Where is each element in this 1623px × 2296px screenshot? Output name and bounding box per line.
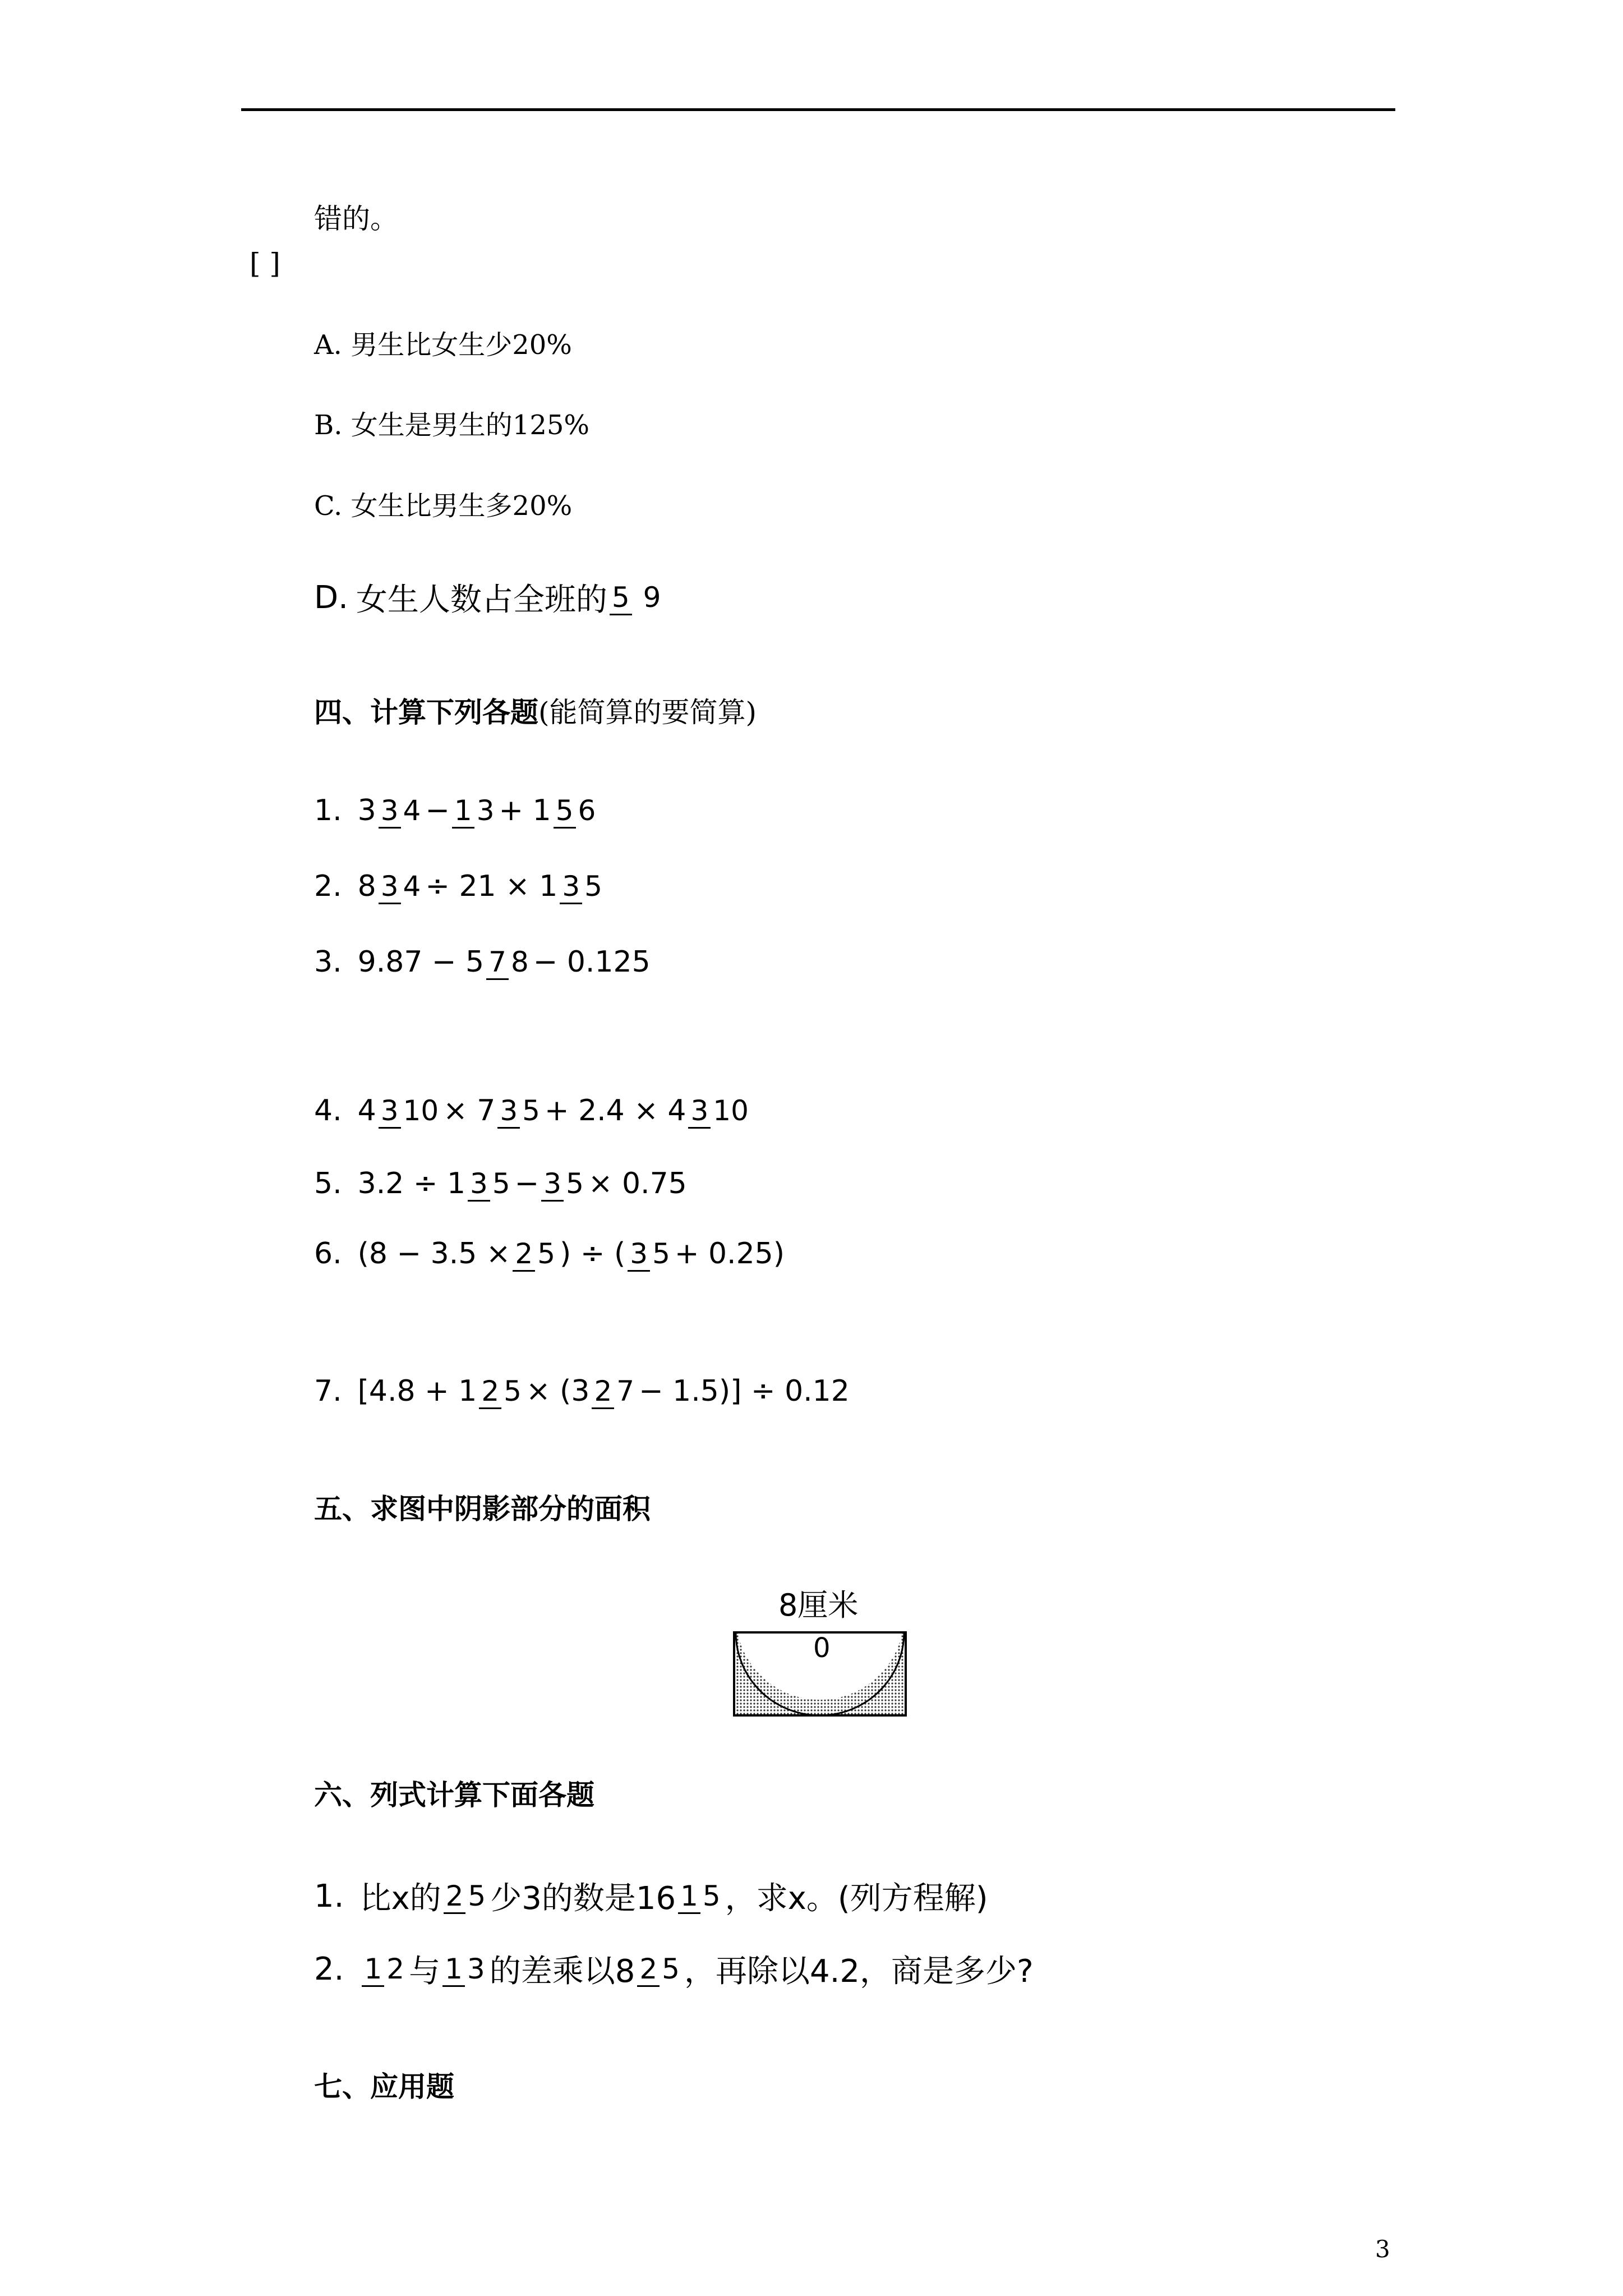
fraction: 3 5 [468, 1167, 513, 1200]
fraction: 1 3 [452, 794, 497, 827]
fraction: 2 5 [637, 1953, 682, 1985]
problem-1: 1. 3 3 4 − 1 3 + 1 5 6 [314, 794, 600, 827]
option-c-text: 女生比男生多20% [351, 490, 573, 522]
problem-3: 3. 9.87 − 5 7 8 − 0.125 [314, 945, 651, 979]
center-label: 0 [813, 1632, 831, 1664]
fraction: 5 6 [554, 794, 598, 827]
fraction: 1 3 [442, 1953, 487, 1985]
option-d [314, 575, 665, 620]
problem-5: 5. 3.2 ÷ 1 3 5 − 3 5 × 0.75 [314, 1167, 687, 1200]
page-number: 3 [1375, 2235, 1390, 2263]
problem-7: 7. [4.8 + 1 2 5 × (3 2 7 − 1.5)] ÷ 0.12 [314, 1374, 850, 1408]
fraction: 3 5 [497, 1094, 542, 1127]
header-rule [241, 108, 1395, 111]
fraction: 1 2 [362, 1953, 407, 1985]
section5-title: 五、求图中阴影部分的面积 [314, 1492, 651, 1525]
option-b-label: B. [314, 409, 343, 441]
fraction: 3 5 [628, 1237, 672, 1270]
fraction: 3 5 [560, 870, 605, 903]
option-b-text: 女生是男生的125% [351, 409, 590, 441]
word-problem-1: 1. 比x的 2 5 少3的数是16 1 5 ，求x。(列方程解) [314, 1878, 988, 1917]
word-problem-2: 2. 1 2 与 1 3 的差乘以8 2 5 ，再除以4.2，商是多少? [314, 1950, 1034, 1990]
option-c [314, 489, 572, 523]
width-label: 8厘米 [778, 1588, 859, 1623]
section6-title: 六、列式计算下面各题 [314, 1778, 594, 1811]
problem-6: 6. (8 − 3.5 × 2 5 ) ÷ ( 3 5 + 0.25) [314, 1237, 785, 1271]
problem-4: 4. 4 3 10 × 7 3 5 + 2.4 × 4 3 10 [314, 1094, 753, 1128]
fraction: 2 5 [479, 1375, 524, 1407]
option-a-text: 男生比女生少20% [351, 329, 572, 361]
option-a [314, 328, 572, 362]
option-d-fraction: 5 9 [610, 581, 663, 614]
option-d-text: 女生人数占全班的 [356, 582, 607, 618]
fraction: 2 5 [513, 1237, 557, 1270]
section7-title: 七、应用题 [314, 2070, 454, 2103]
option-c-label: C. [314, 490, 343, 522]
fraction: 3 10 [688, 1094, 750, 1127]
answer-bracket: [ ] [250, 247, 280, 280]
section4-title: 四、计算下列各题(能简算的要简算) [314, 696, 757, 729]
option-a-label: A. [314, 329, 342, 361]
fraction: 1 5 [678, 1880, 723, 1912]
intro-line: 错的。 [314, 203, 398, 235]
problem-2: 2. 8 3 4 ÷ 21 × 1 3 5 [314, 869, 607, 903]
section4-note: (能简算的要简算) [538, 696, 757, 729]
fraction: 3 10 [379, 1094, 441, 1127]
fraction: 2 7 [592, 1375, 637, 1407]
fraction: 3 5 [541, 1167, 586, 1200]
fraction: 7 8 [486, 946, 531, 978]
option-d-label: D. [314, 579, 348, 616]
fraction: 2 5 [444, 1880, 488, 1912]
shaded-area-figure [729, 1588, 914, 1733]
fraction: 3 4 [379, 870, 423, 903]
fraction: 3 4 [379, 794, 423, 827]
option-b [314, 408, 589, 442]
